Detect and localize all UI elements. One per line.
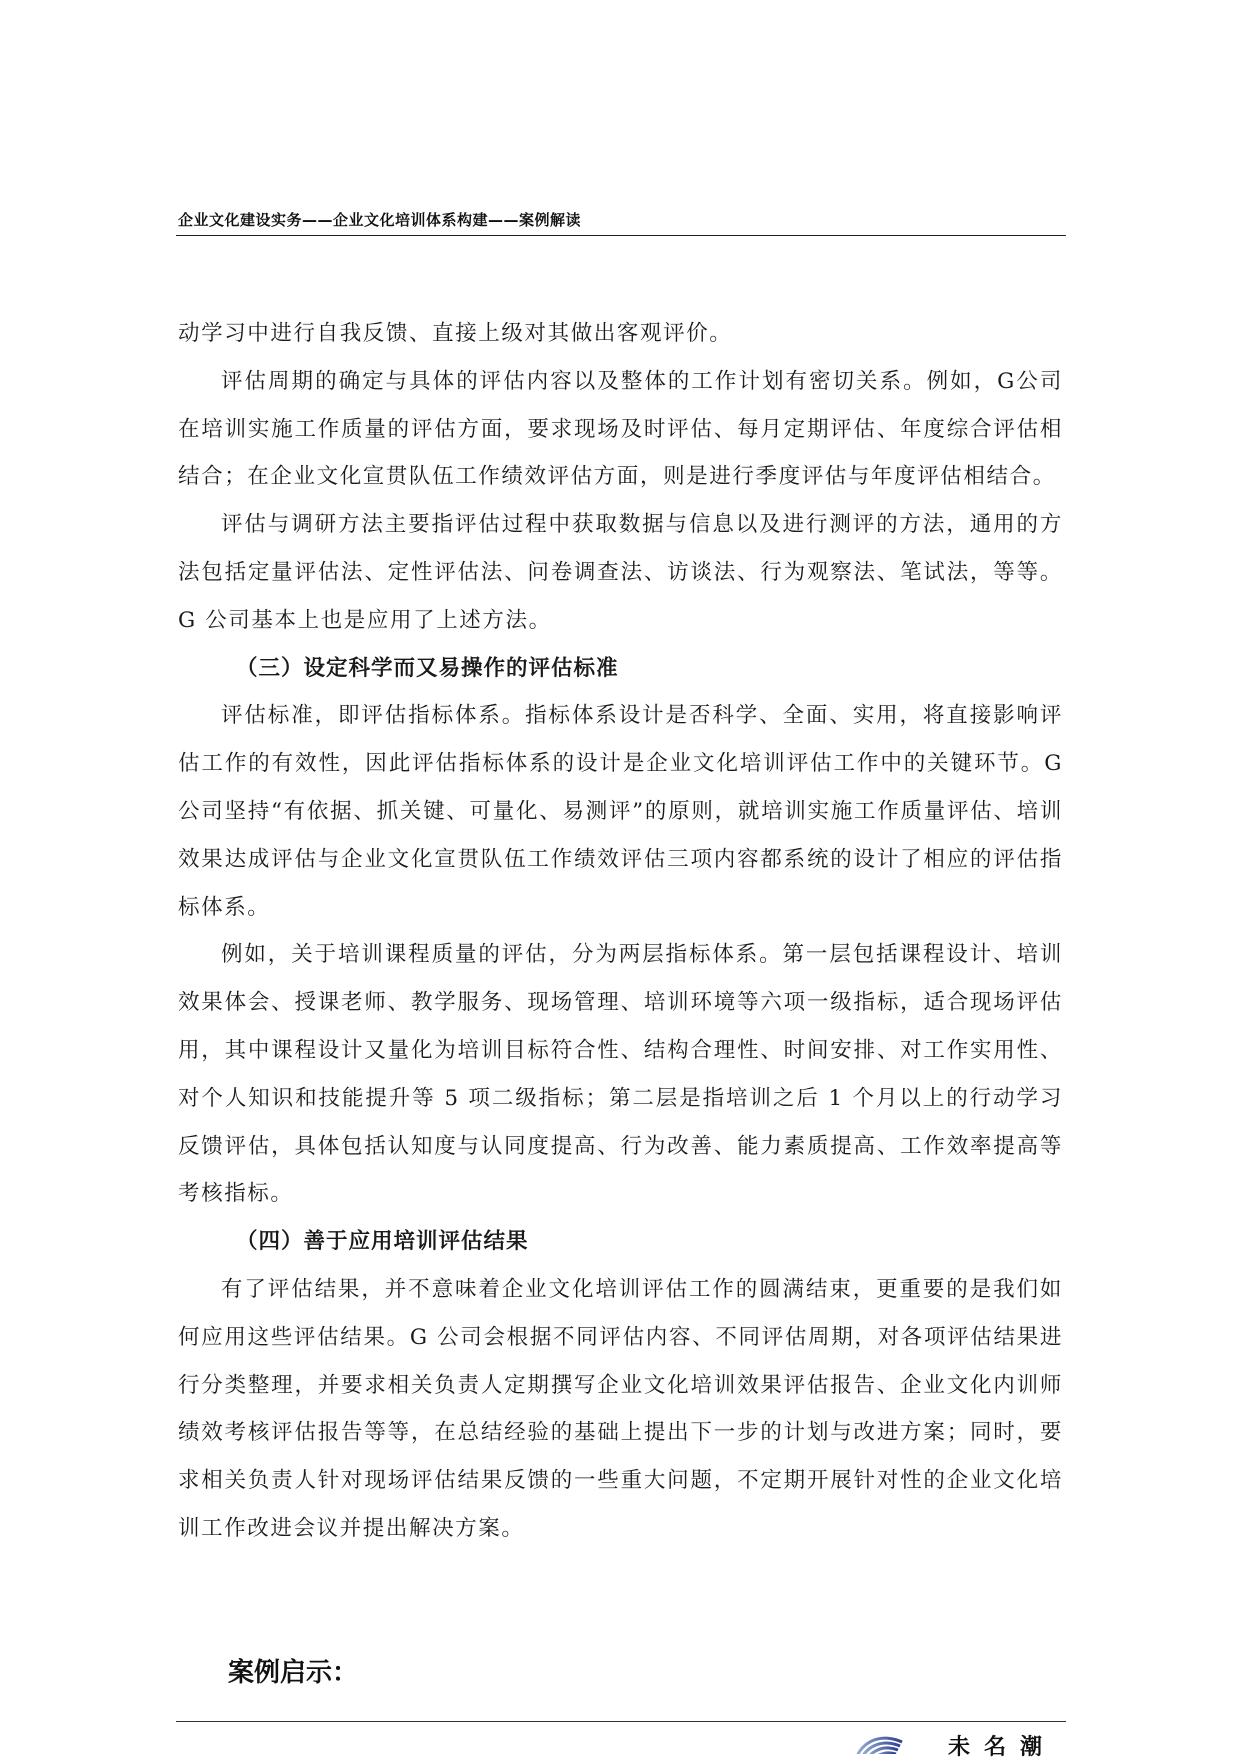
section-heading-four: （四）善于应用培训评估结果 [236, 1229, 529, 1255]
paragraph-evaluation-cycle: 评估周期的确定与具体的评估内容以及整体的工作计划有密切关系。例如，G公司在培训实施工作质量的评估方面，要求现场及时评估、每月定期评估、年度综合评估相结合；在企业文化宣贯队伍工作绩效评估方面，则是进行季度评估与年度评估相结合。 [178, 368, 1063, 490]
section-heading-three: （三）设定科学而又易操作的评估标准 [236, 655, 619, 681]
paragraph-evaluation-standards: 评估标准，即评估指标体系。指标体系设计是否科学、全面、实用，将直接影响评估工作的有效性，因此评估指标体系的设计是企业文化培训评估工作中的关键环节。G 公司坚持“有依据、抓关键、可量化、易测评”的原则，就培训实施工作质量评估、培训效果达成评估与企业文化宣贯队伍工作绩效评估三项内容都系统的设计了相应的评估指标体系。 [178, 703, 1063, 920]
header-divider [176, 235, 1066, 236]
footer-divider [176, 1721, 1066, 1722]
paragraph-evaluation-methods: 评估与调研方法主要指评估过程中获取数据与信息以及进行测评的方法，通用的方法包括定量评估法、定性评估法、问卷调查法、访谈法、行为观察法、笔试法，等等。G 公司基本上也是应用了上述方法。 [178, 512, 1063, 633]
document-body [178, 310, 1063, 1553]
running-header: 企业文化建设实务——企业文化培训体系构建——案例解读 [178, 211, 582, 229]
paragraph-continuation: 动学习中进行自我反馈、直接上级对其做出客观评价。 [178, 321, 733, 346]
paragraph-apply-results: 有了评估结果，并不意味着企业文化培训评估工作的圆满结束，更重要的是我们如何应用这些评估结果。G 公司会根据不同评估内容、不同评估周期，对各项评估结果进行分类整理，并要求相关负责人定期撰写企业文化培训效果评估报告、企业文化内训师绩效考核评估报告等等，在总结经验的基础上提出下一步的计划与改进方案；同时，要求相关负责人针对现场评估结果反馈的一些重大问题，不定期开展针对性的企业文化培训工作改进会议并提出解决方案。 [178, 1276, 1063, 1541]
footer-brand: 未名潮 [948, 1735, 1057, 1760]
paragraph-course-quality-example: 例如，关于培训课程质量的评估，分为两层指标体系。第一层包括课程设计、培训效果体会、授课老师、教学服务、现场管理、培训环境等六项一级指标，适合现场评估用，其中课程设计又量化为培训目标符合性、结构合理性、时间安排、对工作实用性、对个人知识和技能提升等 5 项二级指标；第二层是指培训之后 1 个月以上的行动学习反馈评估，具体包括认知度与认同度提高、行为改善、能力素质提高、工作效率提高等考核指标。 [178, 942, 1063, 1207]
swirl-logo-icon [850, 1728, 906, 1754]
case-insights-heading: 案例启示： [228, 1658, 359, 1688]
